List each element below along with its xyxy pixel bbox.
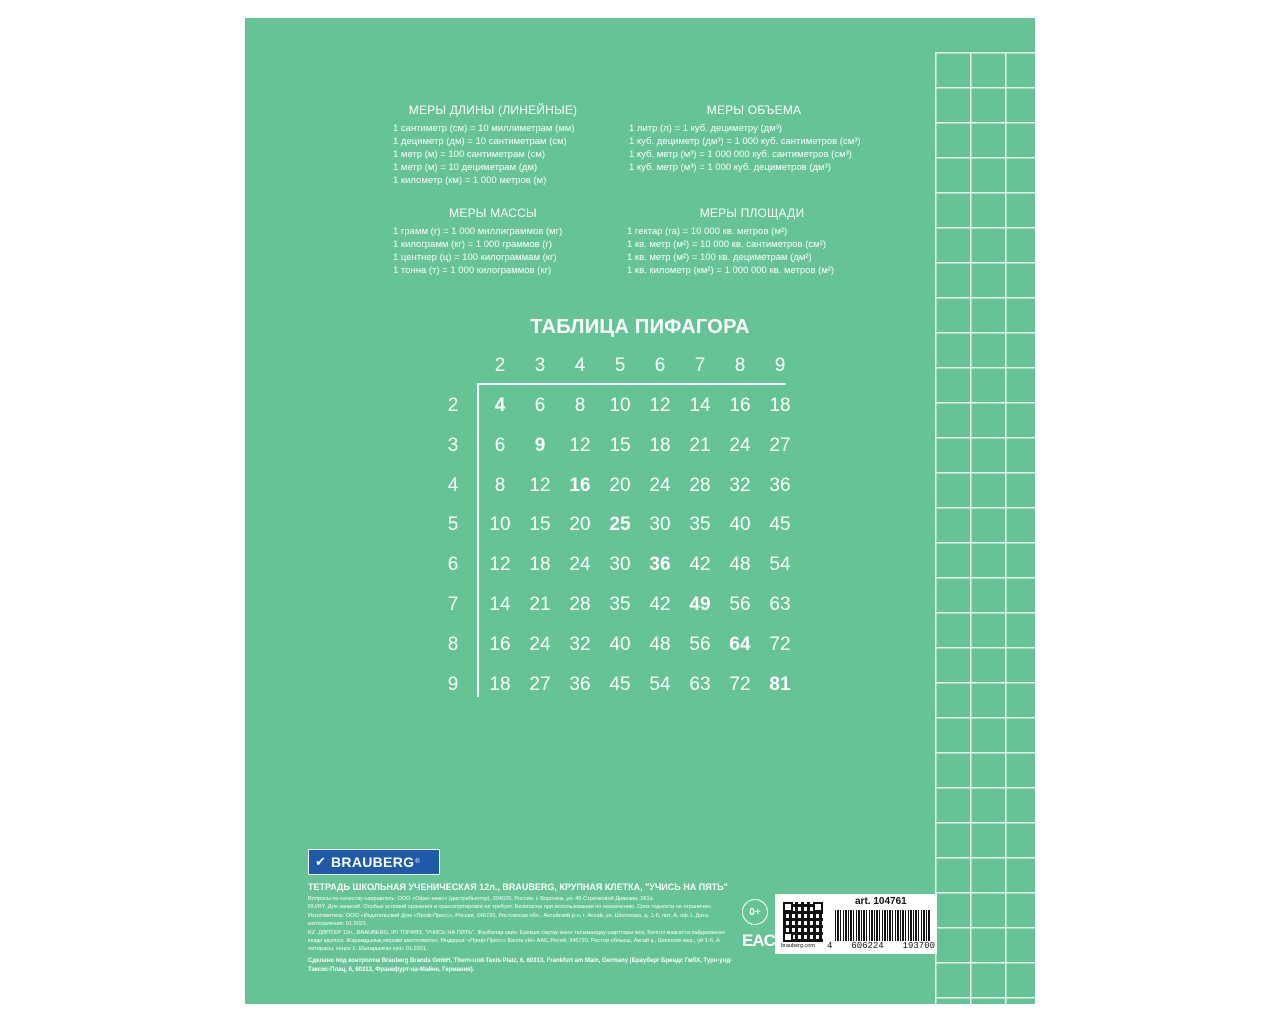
product-cell: 72 xyxy=(769,633,791,655)
ean-part: 4 xyxy=(827,941,833,951)
product-cell: 45 xyxy=(609,673,631,695)
square-value-cell: 4 xyxy=(494,395,506,416)
product-cell: 12 xyxy=(649,395,671,416)
product-cell: 72 xyxy=(729,673,751,695)
length-measures-title: МЕРЫ ДЛИНЫ (ЛИНЕЙНЫЕ) xyxy=(408,103,578,117)
product-cell: 32 xyxy=(729,474,751,496)
column-header: 4 xyxy=(574,355,586,376)
product-cell: 28 xyxy=(569,594,591,615)
product-cell: 16 xyxy=(729,395,751,416)
measure-line: 1 кв. километр (км²) = 1 000 000 кв. метров (м²) xyxy=(627,265,835,276)
product-cell: 56 xyxy=(729,594,751,615)
square-value-cell: 49 xyxy=(689,594,711,615)
product-cell: 12 xyxy=(489,554,511,576)
fine-print xyxy=(308,895,740,975)
product-cell: 30 xyxy=(609,554,631,576)
product-cell: 6 xyxy=(494,434,506,456)
product-cell: 10 xyxy=(609,395,631,416)
registered-mark: ® xyxy=(415,859,420,865)
ean-number xyxy=(827,941,935,951)
product-cell: 21 xyxy=(529,594,551,615)
product-cell: 12 xyxy=(529,474,551,496)
product-cell: 21 xyxy=(689,434,711,456)
measure-line: 1 кв. метр (м²) = 10 000 кв. сантиметров (см²) xyxy=(627,239,827,250)
product-cell: 42 xyxy=(689,554,711,576)
qr-finder xyxy=(783,932,793,942)
product-cell: 48 xyxy=(729,554,751,576)
measure-line: 1 кв. метр (м²) = 100 кв. дециметрам (дм²) xyxy=(627,252,812,263)
table-header-line xyxy=(478,383,786,385)
brand-logo xyxy=(308,849,440,875)
row-header: 3 xyxy=(447,434,459,456)
product-cell: 28 xyxy=(689,474,711,496)
column-header: 6 xyxy=(654,355,666,376)
column-header: 5 xyxy=(614,355,626,376)
product-cell: 8 xyxy=(574,395,586,416)
product-cell: 30 xyxy=(649,514,671,536)
measure-line: 1 литр (л) = 1 куб. дециметру (дм³) xyxy=(629,123,783,134)
product-cell: 14 xyxy=(489,594,511,615)
product-cell: 35 xyxy=(689,514,711,536)
volume-measures-title: МЕРЫ ОБЪЕМА xyxy=(706,103,802,117)
square-value-cell: 25 xyxy=(609,514,631,536)
article-number: art. 104761 xyxy=(855,896,907,907)
product-cell: 63 xyxy=(689,673,711,695)
product-title: ТЕТРАДЬ ШКОЛЬНАЯ УЧЕНИЧЕСКАЯ 12л., BRAUBERG, КРУПНАЯ КЛЕТКА, "УЧИСЬ НА ПЯТЬ" xyxy=(308,882,728,892)
qr-finder xyxy=(783,902,793,912)
measure-line: 1 центнер (ц) = 100 килограммам (кг) xyxy=(393,252,557,263)
fine-print-kz: KZ. ДӘПТЕР 12п., BRAUBERG, ІРІ ТОРКӨЗ, "УЧИСЬ НА ПЯТЬ". Жазбалар үшін. Ерекше сақтау және тасымалдау шарттары жоқ. Белгілі мақсатта пайдаланған кезде қауіпсіз. Жарамдылық мерзімі шектелмеген. Өндіруші: «Проф-Пресс» Баспа үйі» ААҚ, Ресей, 346720, Ростов облысы, Аксай қ., Шолохов көш., үй 1-б, А литерасы, кеңсе 1. Шығарылған күні: 01.2021. xyxy=(308,929,725,953)
column-header: 2 xyxy=(494,355,506,376)
square-value-cell: 64 xyxy=(729,633,751,655)
label-box xyxy=(775,894,937,954)
measure-line: 1 куб. метр (м³) = 1 000 куб. дециметров (дм³) xyxy=(629,162,831,173)
measure-line: 1 куб. дециметр (дм³) = 1 000 куб. сантиметров (см³) xyxy=(629,136,861,147)
measure-line: 1 дециметр (дм) = 10 сантиметрам (см) xyxy=(393,136,567,147)
product-cell: 27 xyxy=(529,673,551,695)
product-cell: 18 xyxy=(529,554,551,576)
product-cell: 24 xyxy=(729,434,751,456)
column-header: 8 xyxy=(734,355,746,376)
pythagoras-title: ТАБЛИЦА ПИФАГОРА xyxy=(530,316,750,338)
column-header: 3 xyxy=(534,355,546,376)
product-cell: 42 xyxy=(649,594,671,615)
product-cell: 40 xyxy=(729,514,751,536)
product-cell: 12 xyxy=(569,434,591,456)
product-cell: 63 xyxy=(769,594,791,615)
ean-part: 606224 xyxy=(851,941,884,951)
measure-line: 1 метр (м) = 100 сантиметрам (см) xyxy=(393,149,546,160)
product-cell: 16 xyxy=(489,633,511,655)
product-cell: 40 xyxy=(609,633,631,655)
checkmark-icon: ✔ xyxy=(315,854,326,869)
product-cell: 56 xyxy=(689,633,711,655)
fine-print-quality: Вопросы по качеству направлять: ООО «Офис-мекс» (дистрибьютор), 394026, Россия, г. Воронеж, ул. 45 Стрелковой Дивизии, 261а. xyxy=(308,896,655,902)
product-cell: 24 xyxy=(569,554,591,576)
product-cell: 15 xyxy=(609,434,631,456)
product-cell: 24 xyxy=(529,633,551,655)
row-header: 9 xyxy=(447,673,459,695)
product-cell: 18 xyxy=(649,434,671,456)
product-cell: 20 xyxy=(569,514,591,536)
fine-print-made-under: Сделано под контролем Brauberg Brands GmbH, Thurn-und-Taxis-Platz, 6, 60313, Frankfurt am Main, Germany (Брауберг Брендс ГмбХ, Турн-унд-Таксис-Плац, 6, 60313, Франкфурт-на-Майне, Германия). xyxy=(308,957,733,973)
square-value-cell: 9 xyxy=(534,434,546,456)
product-cell: 10 xyxy=(489,514,511,536)
product-cell: 48 xyxy=(649,633,671,655)
product-cell: 15 xyxy=(529,514,551,536)
product-cell: 20 xyxy=(609,474,631,496)
measure-line: 1 метр (м) = 10 дециметрам (дм) xyxy=(393,162,538,173)
column-header: 7 xyxy=(694,355,706,376)
product-cell: 6 xyxy=(534,395,546,416)
row-header: 2 xyxy=(447,395,459,416)
product-cell: 14 xyxy=(689,395,711,416)
ean-part: 193700 xyxy=(902,941,935,951)
qr-code-icon xyxy=(783,902,823,942)
row-header: 4 xyxy=(447,474,459,496)
measure-line: 1 километр (км) = 1 000 метров (м) xyxy=(393,175,547,186)
measure-line: 1 килограмм (кг) = 1 000 граммов (г) xyxy=(393,239,553,250)
product-cell: 8 xyxy=(494,474,506,496)
area-measures-title: МЕРЫ ПЛОЩАДИ xyxy=(699,206,805,220)
product-cell: 35 xyxy=(609,594,631,615)
product-cell: 32 xyxy=(569,633,591,655)
square-value-cell: 81 xyxy=(769,673,791,695)
square-value-cell: 36 xyxy=(649,554,671,576)
row-header: 5 xyxy=(447,514,459,536)
product-cell: 18 xyxy=(489,673,511,695)
product-cell: 27 xyxy=(769,434,791,456)
product-cell: 54 xyxy=(649,673,671,695)
square-value-cell: 16 xyxy=(569,474,591,496)
table-side-line xyxy=(477,383,479,697)
product-cell: 54 xyxy=(769,554,791,576)
barcode-icon xyxy=(835,910,931,942)
qr-finder xyxy=(813,902,823,912)
brand-name: BRAUBERG xyxy=(331,854,415,870)
website-label: brauberg.com xyxy=(781,943,815,949)
row-header: 8 xyxy=(447,633,459,655)
notebook-back-cover xyxy=(245,18,1035,1004)
eac-mark: EAC xyxy=(742,931,775,950)
product-cell: 36 xyxy=(569,673,591,695)
measure-line: 1 гектар (га) = 10 000 кв. метров (м²) xyxy=(627,226,788,237)
fine-print-ru: RU/RY. Для записей. Особых условий хранения и транспортировки не требует. Безопасна при использовании по назначению. Срок годности не ограничен. Изготовитель: ООО «Издательский Дом «Проф-Пресс», Россия, 346720, Ростовская обл., Аксайский р-н, г. Аксай, ул. Шолохова, д. 1-б, лит. А, оф.1. Дата изготовления: 01.2021. xyxy=(308,904,712,928)
row-header: 6 xyxy=(447,554,459,576)
product-cell: 24 xyxy=(649,474,671,496)
product-cell: 36 xyxy=(769,474,791,496)
age-rating-badge: 0+ xyxy=(742,899,768,925)
measure-line: 1 грамм (г) = 1 000 миллиграммов (мг) xyxy=(393,226,563,237)
measure-line: 1 тонна (т) = 1 000 килограммов (кг) xyxy=(393,265,552,276)
mass-measures-title: МЕРЫ МАССЫ xyxy=(449,206,537,220)
row-header: 7 xyxy=(447,594,459,615)
measure-line: 1 сантиметр (см) = 10 миллиметрам (мм) xyxy=(393,123,575,134)
column-header: 9 xyxy=(774,355,786,376)
product-cell: 45 xyxy=(769,514,791,536)
measure-line: 1 куб. метр (м³) = 1 000 000 куб. сантиметров (см³) xyxy=(629,149,852,160)
product-cell: 18 xyxy=(769,395,791,416)
